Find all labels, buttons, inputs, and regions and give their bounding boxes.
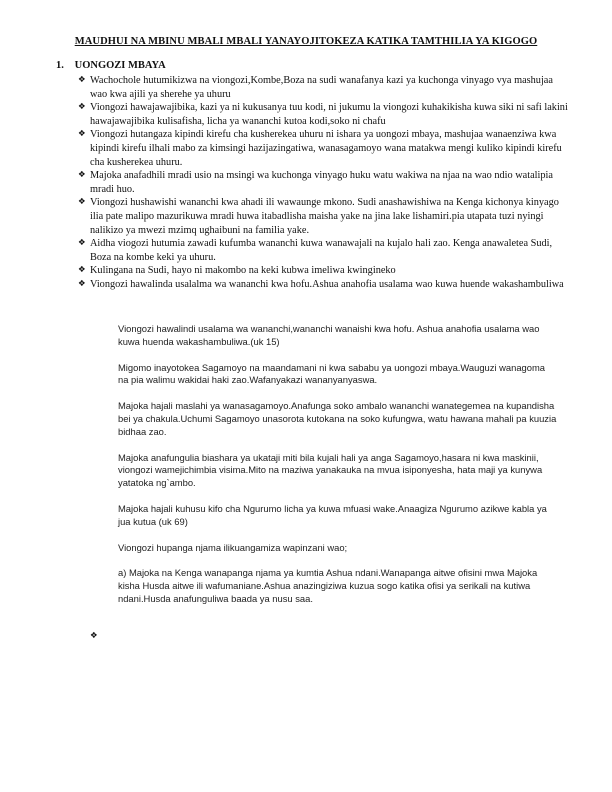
list-item: ❖ Viongozi hutangaza kipindi kirefu cha kusherekea uhuru ni ishara ya uongozi mbaya, mashujaa wanaenziwa kwa kipindi kirefu ilhali mabo za kimsingi hazijazingatiwa, wanasagamoyo wana matakwa mengi kuliko kipindi kirefu cha kusherekea uhuru. [78, 129, 562, 168]
diamond-bullet-icon: ❖ [78, 238, 86, 249]
bullet-list [78, 74, 572, 292]
diamond-bullet-icon: ❖ [78, 75, 86, 85]
diamond-bullet-icon: ❖ [78, 265, 86, 276]
document-title: MAUDHUI NA MBINU MBALI MBALI YANAYOJITOKEZA KATIKA TAMTHILIA YA KIGOGO [74, 36, 538, 47]
diamond-bullet-icon: ❖ [78, 278, 86, 289]
diamond-bullet-icon: ❖ [90, 631, 98, 641]
note-paragraph: Viongozi hawalindi usalama wa wananchi,wananchi wanaishi kwa hofu. Ashua anahofia usalama wao kuwa huenda wakashambuliwa.(uk 15) [118, 323, 540, 347]
list-item: ❖ Viongozi hawalinda usalalma wa wananchi kwa hofu.Ashua anahofia usalama wao kuwa huende wakashambuliwa [78, 278, 564, 290]
list-item: ❖ Viongozi hushawishi wananchi kwa ahadi ili wawaunge mkono. Sudi anashawishiwa na Kenga kichonya kinyago ilia pate malipo mazurikuwa mradi huwa itabadlisha maisha yake na jina lake lishamiri.pia utapata tuzi nyingi nalikizo ya mwezi mzimq ughaibuni na familia yake. [78, 197, 559, 236]
diamond-bullet-icon: ❖ [78, 170, 86, 181]
section-number: 1. [56, 60, 64, 71]
note-paragraph: Viongozi hupanga njama ilikuangamiza wapinzani wao; [118, 541, 348, 553]
note-paragraph: Majoka hajali kuhusu kifo cha Ngurumo licha ya kuwa mfuasi wake.Anaagiza Ngurumo azikwe kabla ya jua kutua (uk 69) [118, 502, 547, 527]
section-heading [56, 60, 166, 71]
list-item: ❖ Kulingana na Sudi, hayo ni makombo na keki kubwa imeliwa kwingineko [78, 265, 396, 277]
note-paragraph: Majoka anafungulia biashara ya ukataji miti bila kujali hali ya anga Sagamoyo,hasara ni kwa maskinii, viongozi wamejichimbia visima.Mito na maziwa yanakauka na mvua isiponyesha, hata maji ya kunywa yatatoka ng`ambo. [118, 451, 543, 489]
diamond-bullet-icon: ❖ [78, 102, 86, 113]
note-paragraph: Migomo inayotokea Sagamoyo na maandamani ni kwa sababu ya uongozi mbaya.Wauguzi wanagoma na pia walimu wakidai haki zao.Wafanyakazi wananyanyaswa. [118, 361, 545, 386]
note-paragraph: Majoka hajali maslahi ya wanasagamoyo.Anafunga soko ambalo wananchi wanategemea na kupandisha bei ya chakula.Uchumi Sagamoyo unasorota kutokana na soko kufungwa, watu hawana mahali pa kuuzia bidhaa zao. [118, 400, 557, 437]
list-item: ❖ Viongozi hawajawajibika, kazi ya ni kukusanya tuu kodi, ni jukumu la viongozi kuhakikisha kuwa siki ni safi lakini hawajawajibika kulisafisha, licha ya wananchi kutoa kodi,soko ni chafu [78, 102, 568, 127]
note-paragraph: a) Majoka na Kenga wanapanga njama ya kumtia Ashua ndani.Wanapanga aitwe ofisini mwa Majoka kisha Husda aitwe ili wafumaniane.Ashua anazingiziwa kuzua sogo katika ofisi ya serikali na kutiwa ndani.Husda anafunguliwa baada ya nusu saa. [118, 567, 538, 604]
list-item: ❖ Aidha viogozi hutumia zawadi kufumba wananchi kuwa wanawajali na kujalo hali zao. Kenga anawaletea Sudi, Boza na kombe keki ya uhuru. [78, 238, 553, 263]
embedded-notes [118, 323, 558, 619]
section-heading-text: UONGOZI MBAYA [74, 60, 166, 71]
diamond-bullet-icon: ❖ [78, 197, 86, 208]
diamond-bullet-icon: ❖ [78, 129, 86, 140]
list-item: ❖ Majoka anafadhili mradi usio na msingi wa kuchonga vinyago huku watu wakiwa na njaa na wao ndio watalipia mradi huo. [78, 170, 553, 195]
list-item: ❖ Wachochole hutumikizwa na viongozi,Kombe,Boza na sudi wanafanya kazi ya kuchonga vinyago vya mashujaa wao kwa ajili ya sherehe ya uhuru [78, 75, 553, 100]
